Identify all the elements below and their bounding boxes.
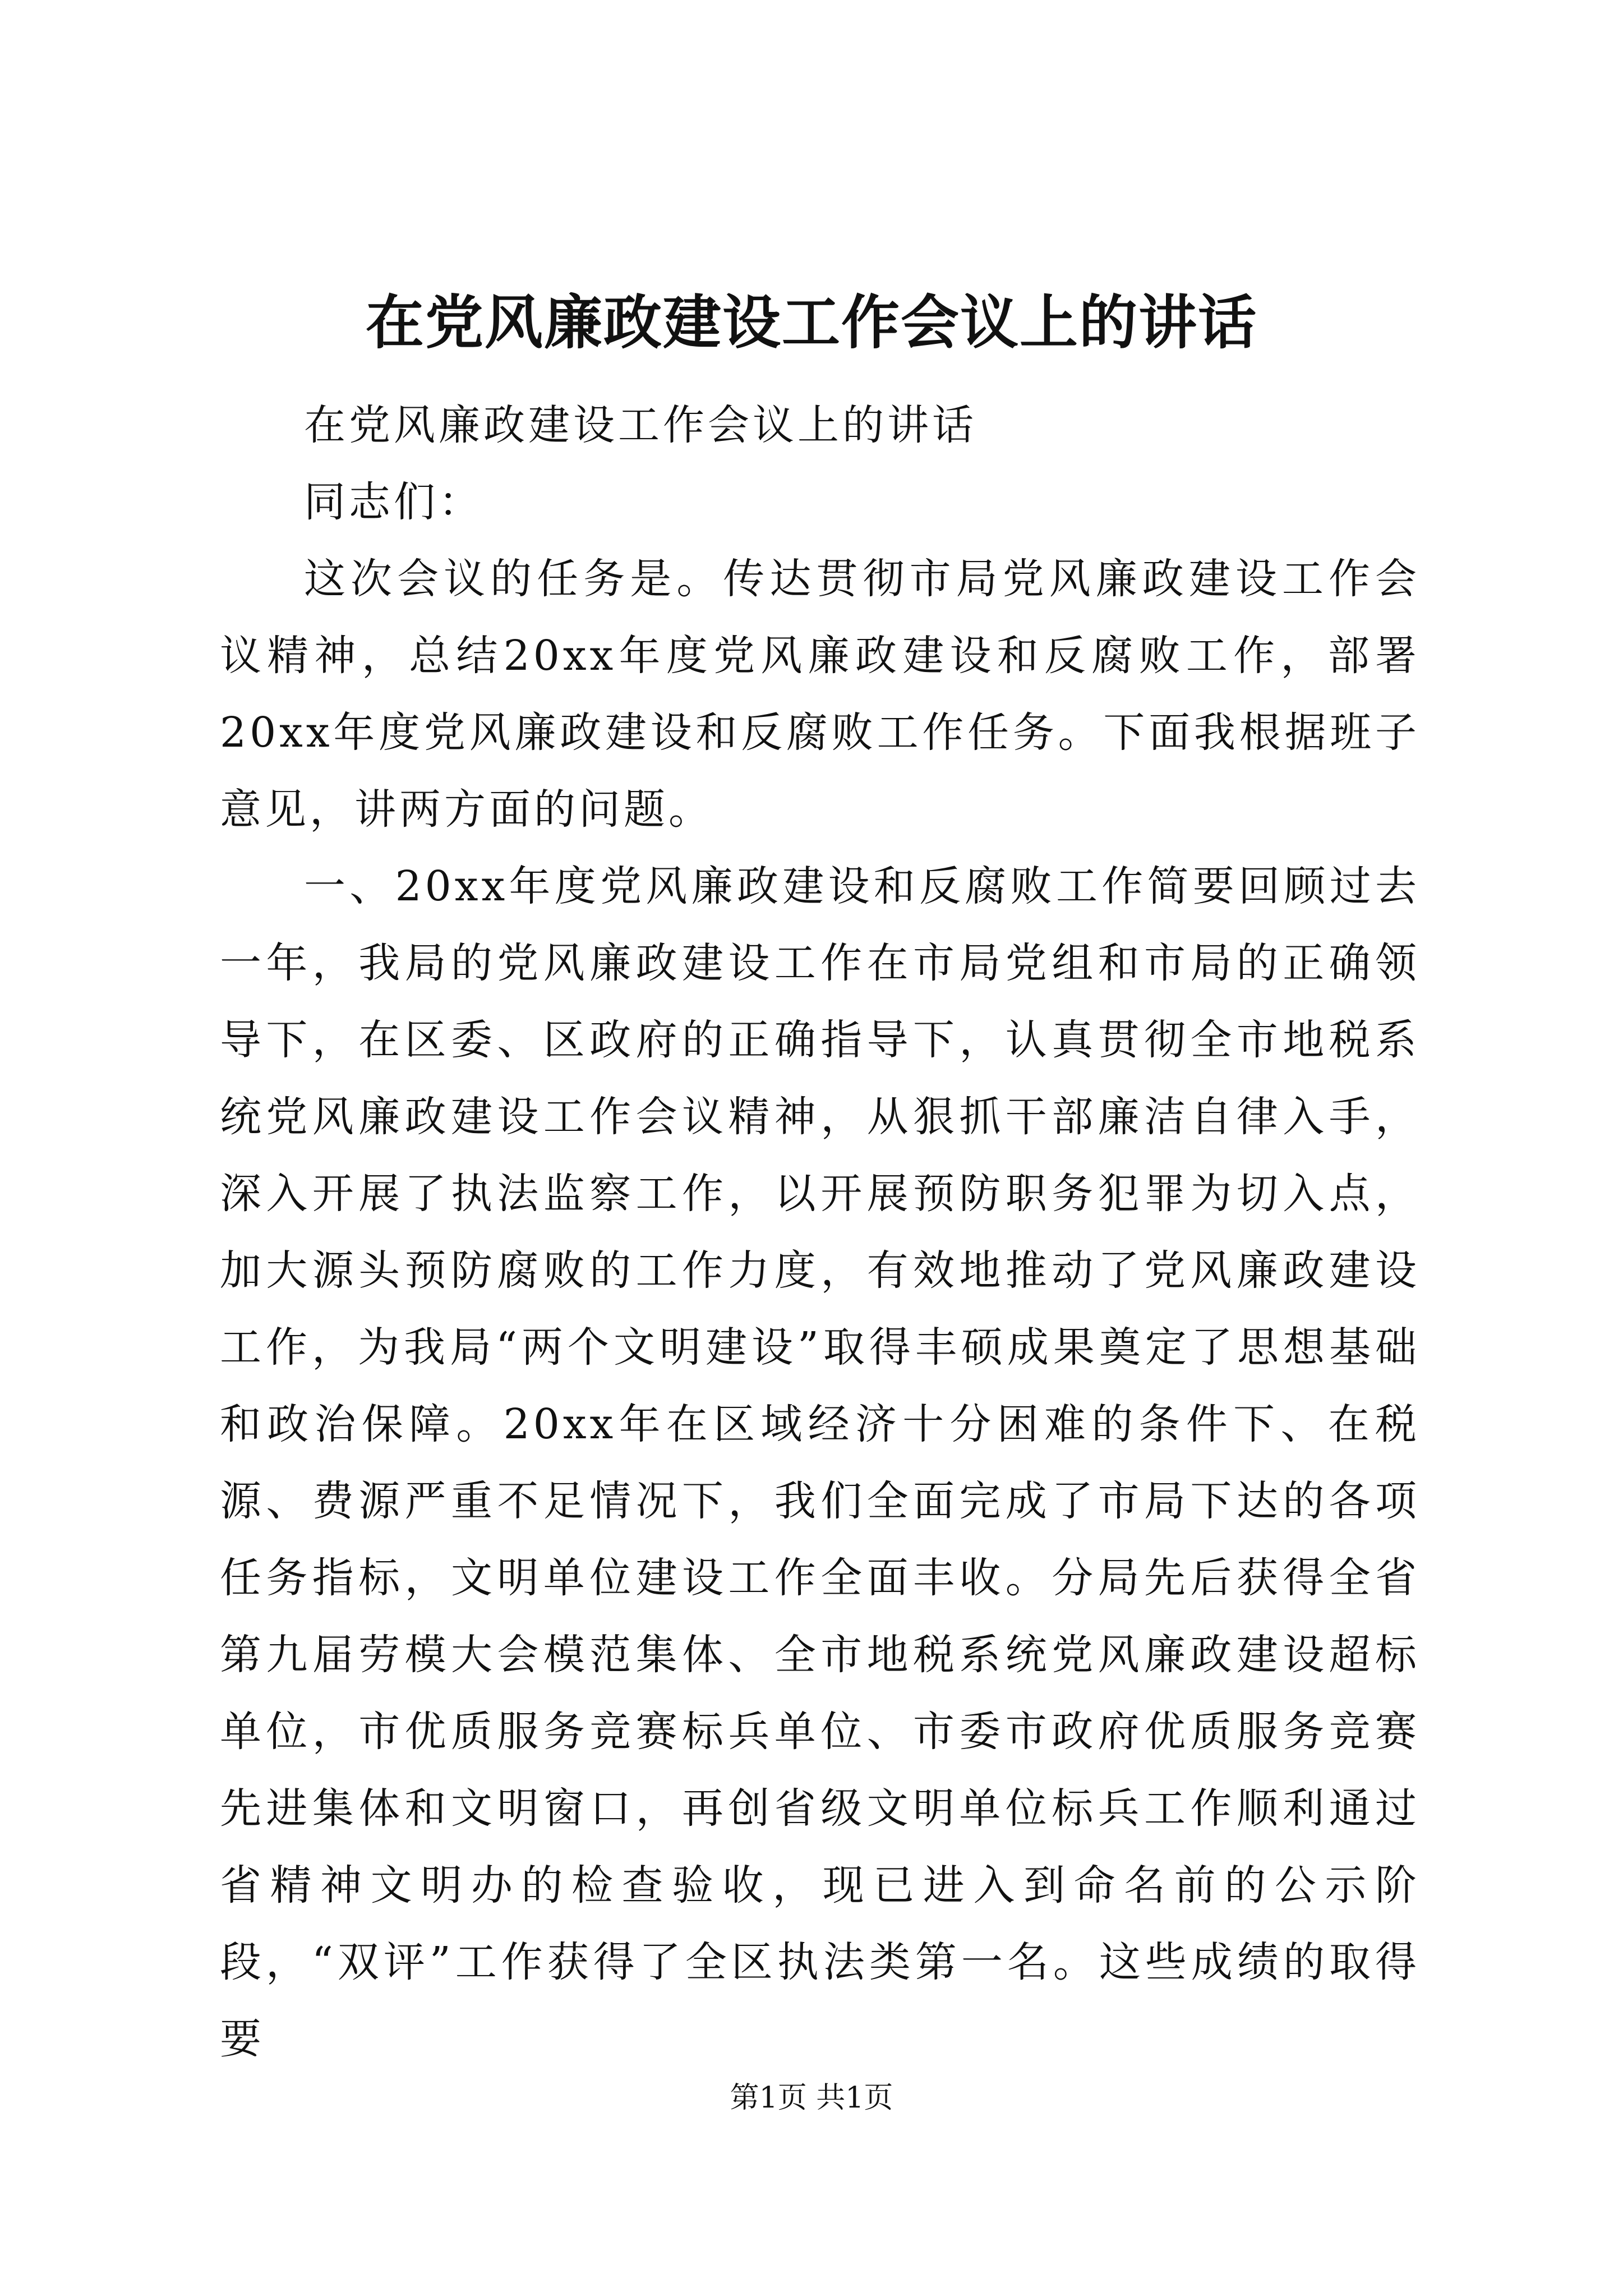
paragraph-review: 一、20xx年度党风廉政建设和反腐败工作简要回顾过去一年，我局的党风廉政建设工作在市局党组和市局的正确领导下，在区委、区政府的正确指导下，认真贯彻全市地税系统党风廉政建设工作会议精神，从狠抓干部廉洁自律入手，深入开展了执法监察工作，以开展预防职务犯罪为切入点，加大源头预防腐败的工作力度，有效地推动了党风廉政建设工作，为我局“两个文明建设”取得丰硕成果奠定了思想基础和政治保障。20xx年在区域经济十分困难的条件下、在税源、费源严重不足情况下，我们全面完成了市局下达的各项任务指标，文明单位建设工作全面丰收。分局先后获得全省第九届劳模大会模范集体、全市地税系统党风廉政建设超标单位，市优质服务竞赛标兵单位、市委市政府优质服务竞赛先进集体和文明窗口，再创省级文明单位标兵工作顺利通过省精神文明办的检查验收，现已进入到命名前的公示阶段，“双评”工作获得了全区执法类第一名。这些成绩的取得要 <box>220 862 1420 2063</box>
paragraph-salutation: 同志们： <box>304 478 483 526</box>
document-title: 在党风廉政建设工作会议上的讲话 <box>365 288 1257 357</box>
paragraph-intro: 这次会议的任务是。传达贯彻市局党风廉政建设工作会议精神，总结20xx年度党风廉政建设和反腐败工作，部署20xx年度党风廉政建设和反腐败工作任务。下面我根据班子意见，讲两方面的问题。 <box>220 555 1420 834</box>
page-footer: 第1页 共1页 <box>730 2081 893 2115</box>
document-body <box>220 387 1420 2078</box>
paragraph-subtitle: 在党风廉政建设工作会议上的讲话 <box>304 401 977 449</box>
